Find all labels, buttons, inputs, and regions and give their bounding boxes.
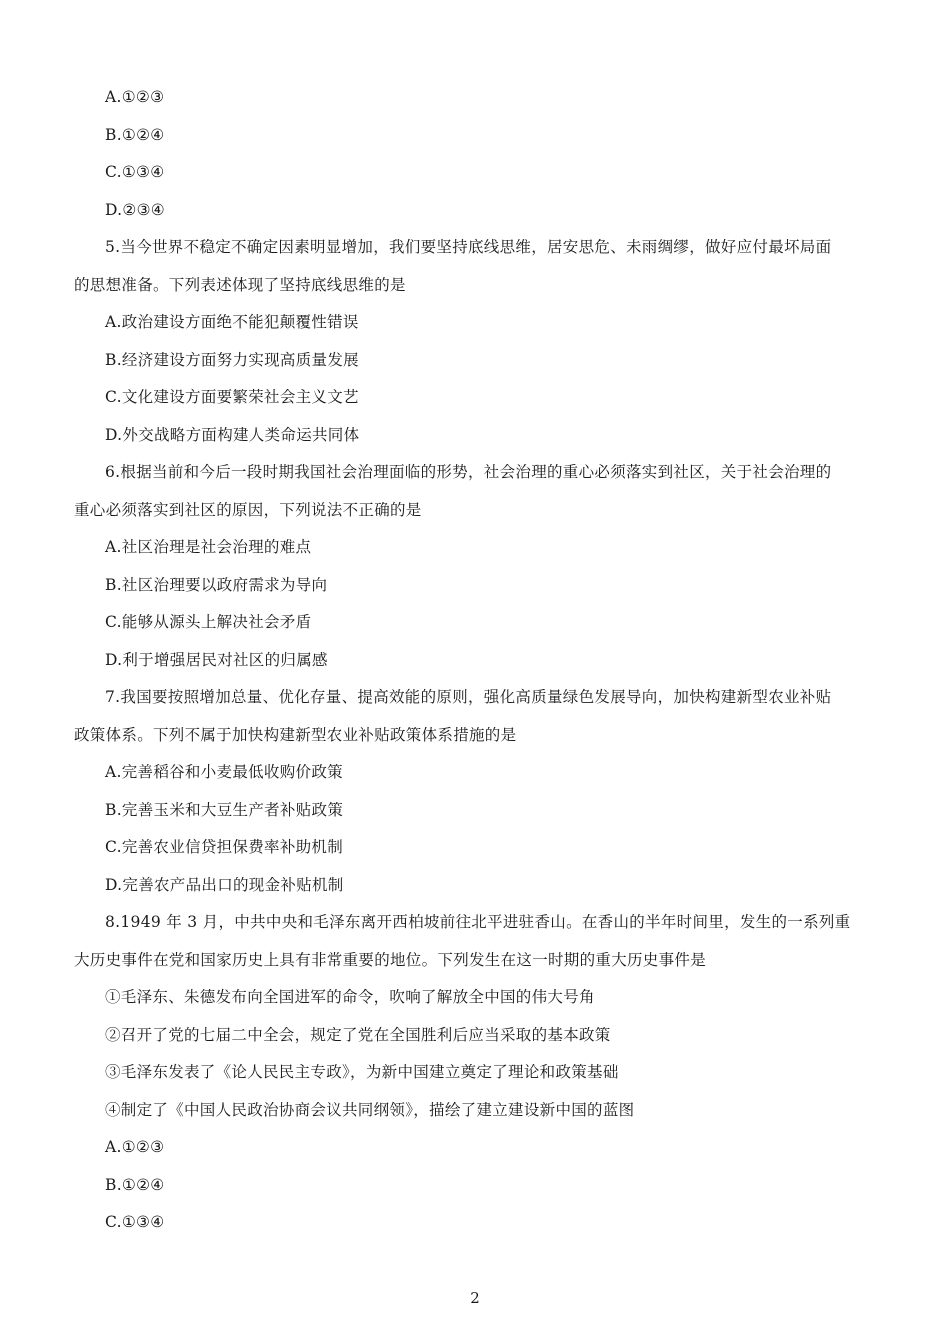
answer-option: B.①②④ (105, 125, 165, 144)
question-line: ③毛泽东发表了《论人民民主专政》，为新中国建立奠定了理论和政策基础 (105, 1063, 619, 1081)
answer-option: C.①③④ (105, 163, 165, 181)
answer-option: A.①②③ (105, 88, 165, 106)
answer-option: B.经济建设方面努力实现高质量发展 (105, 350, 359, 369)
answer-option: D.利于增强居民对社区的归属感 (105, 650, 328, 669)
question-line-continued: 重心必须落实到社区的原因，下列说法不正确的是 (74, 500, 422, 519)
question-line: 7.我国要按照增加总量、优化存量、提高效能的原则，强化高质量绿色发展导向，加快构建新型农业补贴 (105, 688, 832, 706)
question-line: 8.1949 年 3 月，中共中央和毛泽东离开西柏坡前往北平进驻香山。在香山的半年时间里，发生的一系列重 (105, 913, 851, 931)
answer-option: C.①③④ (105, 1213, 165, 1231)
answer-option: D.完善农产品出口的现金补贴机制 (105, 875, 344, 894)
answer-option: B.①②④ (105, 1175, 165, 1194)
answer-option: A.完善稻谷和小麦最低收购价政策 (105, 763, 343, 781)
question-line-continued: 大历史事件在党和国家历史上具有非常重要的地位。下列发生在这一时期的重大历史事件是 (74, 950, 707, 969)
question-line: ②召开了党的七届二中全会，规定了党在全国胜利后应当采取的基本政策 (105, 1025, 611, 1044)
answer-option: B.完善玉米和大豆生产者补贴政策 (105, 800, 344, 819)
question-line: 6.根据当前和今后一段时期我国社会治理面临的形势，社会治理的重心必须落实到社区，关于社会治理的 (105, 463, 832, 481)
question-line: ④制定了《中国人民政治协商会议共同纲领》，描绘了建立建设新中国的蓝图 (105, 1100, 635, 1119)
question-line-continued: 的思想准备。下列表述体现了坚持底线思维的是 (74, 275, 406, 294)
answer-option: D.外交战略方面构建人类命运共同体 (105, 425, 360, 444)
answer-option: A.政治建设方面绝不能犯颠覆性错误 (105, 313, 359, 331)
answer-option: C.完善农业信贷担保费率补助机制 (105, 838, 344, 856)
question-line-continued: 政策体系。下列不属于加快构建新型农业补贴政策体系措施的是 (74, 725, 517, 744)
answer-option: A.社区治理是社会治理的难点 (105, 538, 312, 556)
question-line: ①毛泽东、朱德发布向全国进军的命令，吹响了解放全中国的伟大号角 (105, 988, 595, 1006)
answer-option: A.①②③ (105, 1138, 165, 1156)
answer-option: D.②③④ (105, 200, 165, 219)
answer-option: C.能够从源头上解决社会矛盾 (105, 613, 312, 631)
answer-option: C.文化建设方面要繁荣社会主义文艺 (105, 388, 359, 406)
answer-option: B.社区治理要以政府需求为导向 (105, 575, 328, 594)
question-line: 5.当今世界不稳定不确定因素明显增加，我们要坚持底线思维，居安思危、未雨绸缪，做好应付最坏局面 (105, 238, 832, 256)
page-number: 2 (470, 1289, 480, 1307)
